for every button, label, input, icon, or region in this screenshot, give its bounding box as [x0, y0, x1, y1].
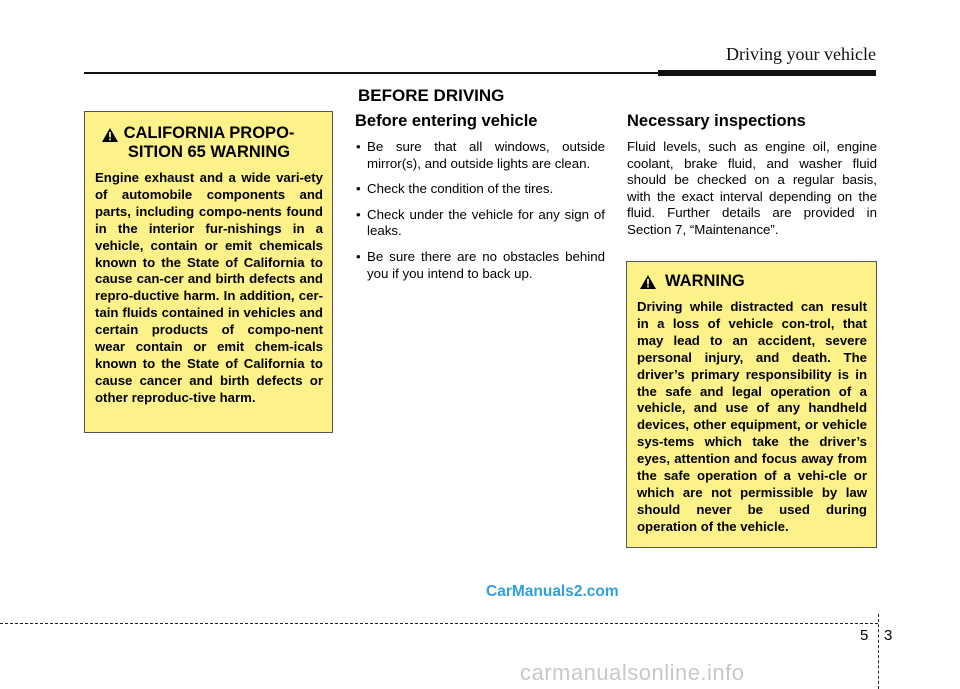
list-item: • Be sure there are no obstacles behind you if you intend to back up.	[356, 248, 605, 281]
before-entering-heading: Before entering vehicle	[355, 112, 538, 130]
list-item: • Check under the vehicle for any sign of leaks.	[356, 206, 605, 239]
driving-warning-title	[637, 272, 867, 291]
section-heading: BEFORE DRIVING	[358, 86, 505, 105]
page-number: 3	[884, 627, 893, 644]
page-section-number: 5	[860, 627, 869, 644]
list-item-text: Be sure that all windows, outside mirror(s), and outside lights are clean.	[367, 139, 605, 171]
list-item-text: Check the condition of the tires.	[367, 181, 554, 197]
inspections-body: Fluid levels, such as engine oil, engine coolant, brake fluid, and washer fluid should be checked on a regular basis, with the exact interval depending on the fluid. Further details are provided in Section 7, “Maintenance”.	[627, 139, 877, 237]
header-rule-accent	[658, 70, 876, 76]
warning-triangle-icon	[639, 274, 657, 290]
inspections-section	[627, 112, 877, 239]
before-entering-section	[355, 112, 605, 291]
list-item-text: Be sure there are no obstacles behind you if you intend to back up.	[367, 248, 605, 281]
california-warning-title	[95, 124, 323, 162]
inspections-heading: Necessary inspections	[627, 112, 806, 130]
california-warning-body: Engine exhaust and a wide vari-ety of automobile components and parts, including compo-nents found in the interior fur-nishings in a vehicle, contain or emit chemicals known to the State of California to cause can-cer and birth defects and repro-ductive harm. In addition, cer-tain fluids contained in vehicles and certain products of compo-nent wear contain or emit chem-icals known to the State of California to cause cancer and birth defects or other reproduc-tive harm.	[95, 170, 323, 405]
list-item: • Be sure that all windows, outside mirror(s), and outside lights are clean.	[356, 139, 605, 171]
california-warning-box	[84, 111, 333, 433]
driving-warning-title-text: WARNING	[665, 272, 745, 290]
watermark-link[interactable]: CarManuals2.com	[486, 583, 619, 600]
driving-warning-box	[626, 261, 877, 548]
footer-vertical-divider	[878, 614, 879, 689]
driving-warning-body: Driving while distracted can result in a loss of vehicle con-trol, that may lead to an accident, severe personal injury, and death. The driver’s primary responsibility is in the safe and legal operation of a vehicle, and use of any handheld devices, other equipment, or vehicle sys-tems which take the driver’s eyes, attention and focus away from the safe operation of a vehi-cle or which are not permissible by law should never be used during operation of the vehicle.	[637, 299, 867, 534]
header-title: Driving your vehicle	[726, 44, 876, 64]
california-warning-title-text: CALIFORNIA PROPO- SITION 65 WARNING	[123, 124, 295, 161]
warning-triangle-icon	[101, 127, 119, 143]
list-item: • Check the condition of the tires.	[356, 181, 554, 197]
header-rule	[84, 72, 658, 74]
footer-divider	[0, 623, 878, 624]
list-item-text: Check under the vehicle for any sign of leaks.	[367, 206, 605, 239]
bottom-watermark: carmanualsonline.info	[520, 660, 745, 685]
before-entering-list	[355, 139, 605, 282]
